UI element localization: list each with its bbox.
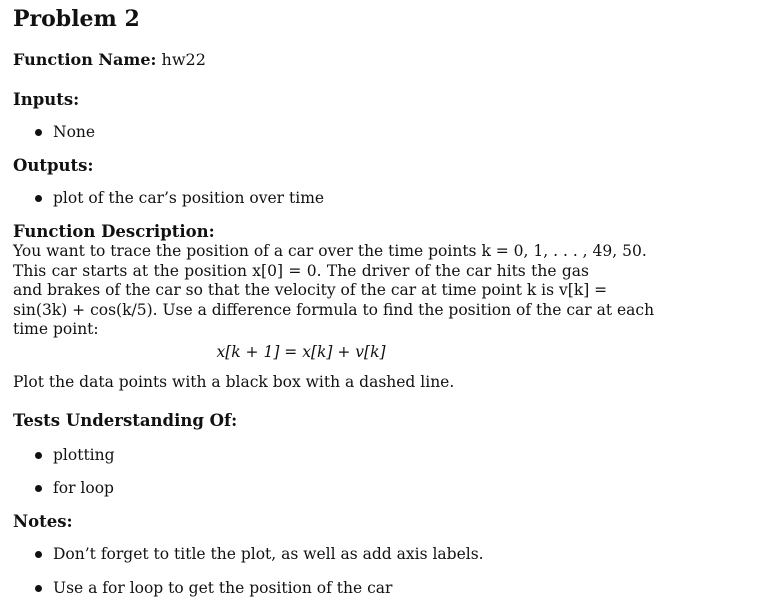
outputs-heading: Outputs: — [13, 156, 94, 175]
tests-heading: Tests Understanding Of: — [13, 411, 238, 430]
description-line: time point: — [13, 320, 99, 338]
plot-instruction: Plot the data points with a black box with a dashed line. — [13, 373, 455, 391]
bullet-icon — [35, 585, 42, 592]
problem-title: Problem 2 — [13, 6, 140, 32]
description-heading: Function Description: — [13, 222, 215, 241]
bullet-icon — [35, 551, 42, 558]
description-paragraph — [13, 242, 655, 340]
description-line: and brakes of the car so that the velocity of the car at time point k is v[k] = — [13, 281, 608, 299]
description-line: You want to trace the position of a car over the time points k = 0, 1, . . . , 49, 50. — [13, 242, 647, 260]
description-line: This car starts at the position x[0] = 0. The driver of the car hits the gas — [13, 261, 589, 280]
notes-list-item: Use a for loop to get the position of the car — [35, 579, 392, 597]
tests-list-item: plotting — [35, 446, 115, 464]
difference-equation: x[k + 1] = x[k] + v[k] — [216, 343, 386, 361]
notes-list-item: Don’t forget to title the plot, as well as add axis labels. — [35, 545, 484, 563]
inputs-list-item: None — [35, 123, 95, 141]
function-name-label: Function Name: — [13, 50, 157, 69]
outputs-list-item: plot of the car’s position over time — [35, 189, 324, 207]
bullet-icon — [35, 485, 42, 492]
function-name-line — [13, 50, 206, 69]
description-line: sin(3k) + cos(k/5). Use a difference formula to find the position of the car at each — [13, 300, 655, 319]
notes-heading: Notes: — [13, 512, 73, 531]
bullet-icon — [35, 195, 42, 202]
tests-list-item: for loop — [35, 479, 114, 497]
bullet-icon — [35, 129, 42, 136]
inputs-heading: Inputs: — [13, 90, 80, 109]
bullet-icon — [35, 452, 42, 459]
function-name-value: hw22 — [161, 50, 206, 69]
